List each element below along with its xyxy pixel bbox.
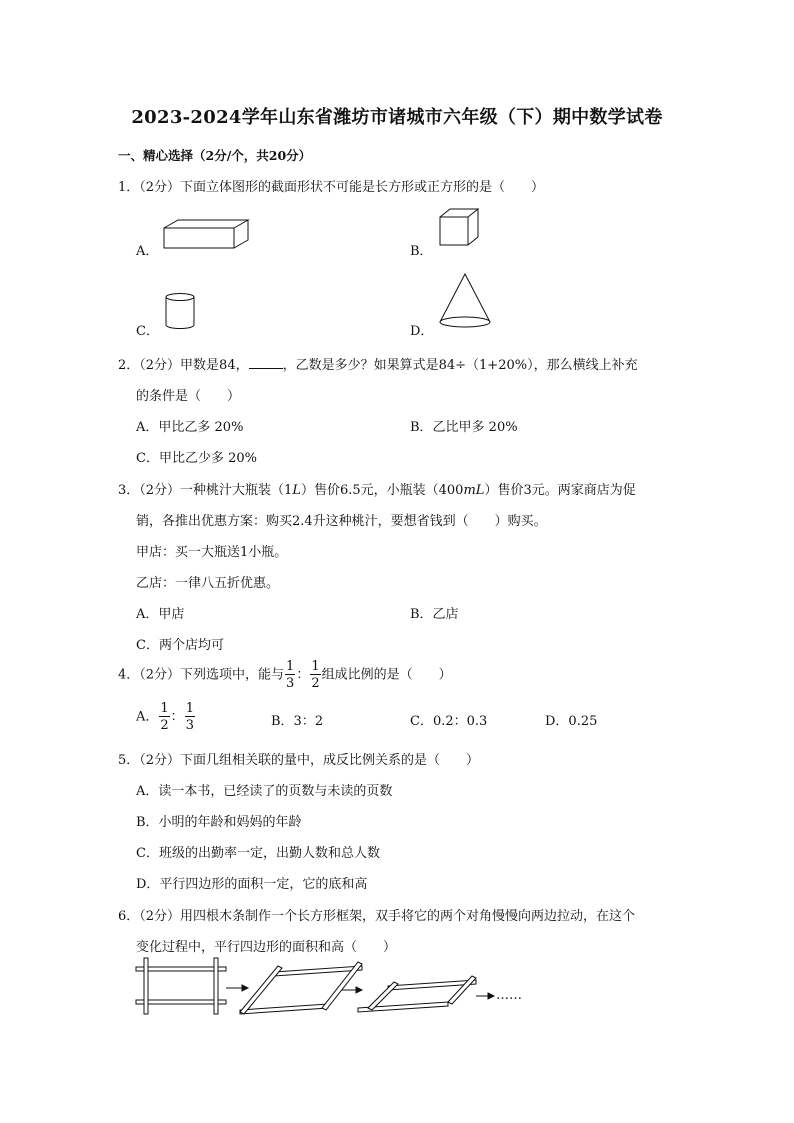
cuboid-icon: [162, 218, 252, 250]
q4-option-a-fraction-1: $\frac{1}{2}$: [160, 701, 169, 733]
q4-option-a-fraction-2: $\frac{1}{3}$: [185, 701, 194, 733]
q6-ellipsis: ……: [496, 988, 522, 1003]
q1-option-c-label: C．: [136, 324, 159, 339]
question-2-line2: 的条件是（ ）: [136, 389, 241, 404]
q4-text-b: 组成比例的是（ ）: [321, 667, 452, 683]
stick-1-left: [144, 958, 148, 1014]
frame-3: [358, 976, 476, 1012]
arrow-right-icon-2: [342, 987, 362, 993]
q3-unit-l: L: [292, 483, 301, 498]
q2-text-a: 2．（2分）甲数是84，: [118, 358, 249, 373]
question-6-line2: 变化过程中，平行四边形的面积和高（ ）: [136, 940, 397, 955]
q4-option-a: A． $\frac{1}{2}$ ： $\frac{1}{3}$: [136, 701, 194, 733]
question-4-text: [118, 660, 452, 690]
q5-option-b: B．小明的年龄和妈妈的年龄: [136, 815, 302, 830]
cone-icon: [438, 272, 494, 332]
arrow-right-icon-3: [476, 993, 494, 999]
stick-1-top: [136, 967, 226, 971]
q3-text-c: ）售价3元。两家商店为促: [484, 483, 636, 498]
q4-option-d: D．0.25: [545, 714, 598, 729]
question-3-line2: 销，各推出优惠方案：购买2.4升这种桃汁，要想省钱到（ ）购买。: [136, 514, 547, 529]
section-heading: 一、精心选择（2分/个，共20分）: [118, 148, 312, 163]
stick-1-right: [214, 958, 218, 1014]
q4-fraction-2: $\frac{1}{2}$: [311, 659, 320, 691]
q4-fraction-1: $\frac{1}{3}$: [286, 659, 295, 691]
q1-option-a-label: A．: [136, 244, 159, 259]
question-5-text: 5．（2分）下面几组相关联的量中，成反比例关系的是（ ）: [118, 753, 480, 768]
q5-option-c: C．班级的出勤率一定，出勤人数和总人数: [136, 846, 380, 861]
cube-icon: [438, 207, 480, 249]
q1-option-b-label: B．: [410, 244, 433, 259]
question-3-line4: 乙店：一律八五折优惠。: [136, 576, 280, 591]
q4-colon: ：: [296, 667, 310, 683]
q2-text-b: ，乙数是多少？如果算式是84÷（1+20%），那么横线上补充: [282, 358, 638, 373]
q3-text-a: 3．（2分）一种桃汁大瓶装（1: [118, 483, 293, 498]
q4-option-b: B．3：2: [271, 714, 324, 729]
q3-option-a: A．甲店: [136, 607, 185, 622]
q2-blank: [249, 356, 283, 369]
q2-option-b: B．乙比甲多 20%: [410, 420, 518, 435]
question-2-line1: [118, 354, 638, 373]
question-6-line1: 6．（2分）用四根木条制作一个长方形框架，双手将它的两个对角慢慢向两边拉动，在这个: [118, 909, 636, 924]
q3-unit-ml: mL: [463, 483, 485, 498]
frame-transformation-diagram: [136, 958, 556, 1020]
frame-2: [240, 962, 362, 1014]
cylinder-icon: [164, 292, 198, 332]
q5-option-d: D．平行四边形的面积一定，它的底和高: [136, 877, 368, 892]
q2-option-c: C．甲比乙少多 20%: [136, 451, 257, 466]
q2-option-a: A．甲比乙多 20%: [136, 420, 244, 435]
q4-option-c: C．0.2：0.3: [410, 714, 488, 729]
q5-option-a: A．读一本书，已经读了的页数与未读的页数: [136, 784, 393, 799]
stick-1-bottom: [136, 1000, 226, 1004]
q1-option-d-label: D．: [410, 324, 434, 339]
q4-text-a: 4．（2分）下列选项中，能与: [118, 667, 285, 683]
q3-text-b: ）售价6.5元，小瓶装（400: [300, 483, 464, 498]
q3-option-b: B．乙店: [410, 607, 459, 622]
question-1-text: 1．（2分）下面立体图形的截面形状不可能是长方形或正方形的是（ ）: [118, 180, 545, 195]
question-3-line3: 甲店：买一大瓶送1小瓶。: [136, 545, 288, 560]
arrow-right-icon-1: [226, 985, 248, 991]
page-title: 2023-2024学年山东省潍坊市诸城市六年级（下）期中数学试卷: [131, 107, 663, 128]
q3-option-c: C．两个店均可: [136, 638, 224, 653]
question-3-line1: [118, 479, 636, 498]
